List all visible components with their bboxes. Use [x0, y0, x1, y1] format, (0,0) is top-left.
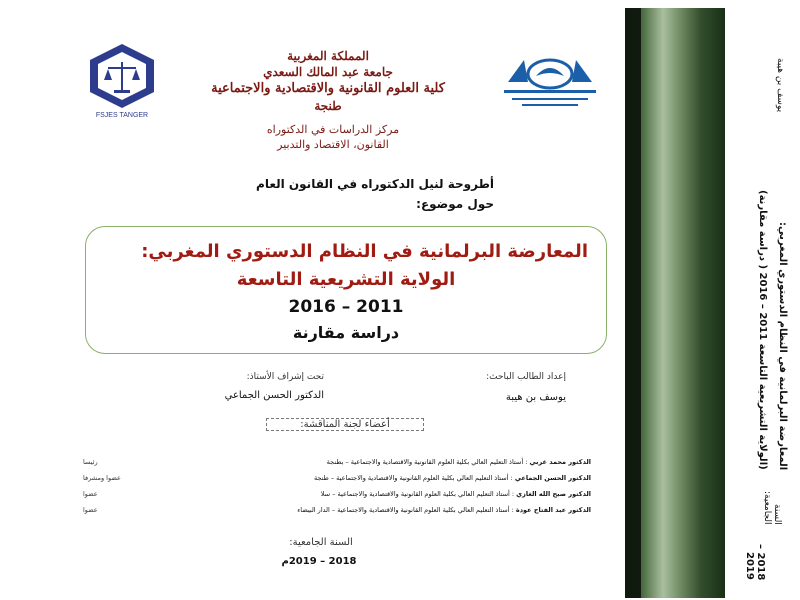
jury-member-name: الدكتور محمد غربي: [529, 458, 591, 466]
student-name: يوسف بن هيبة: [505, 392, 566, 403]
thesis-subject-label: حول موضوع:: [416, 197, 494, 211]
supervisor-label: تحت إشراف الأستاذ:: [246, 372, 324, 382]
front-cover: [8, 10, 623, 600]
academic-year-label: السنة الجامعية:: [289, 537, 353, 548]
jury-row: [83, 502, 591, 518]
jury-member-desc: : أستاذ التعليم العالي بكلية العلوم القانونية والاقتصادية والاجتماعية – بطنجة: [326, 458, 528, 466]
back-author: يوسف بن هيبة: [775, 57, 785, 113]
thesis-degree: أطروحة لنيل الدكتوراه في القانون العام: [256, 177, 494, 191]
header-line-city: طنجة: [314, 99, 342, 113]
back-title-line1: المعارضة البرلمانية في النظام الدستوري المغربي:: [777, 221, 788, 470]
institution-header: [198, 48, 458, 114]
thesis-title-line2: الولاية التشريعية التاسعة: [236, 269, 456, 290]
thesis-title-line1: المعارضة البرلمانية في النظام الدستوري المغربي:: [141, 241, 588, 262]
back-year-label: السنة الجامعية:: [762, 491, 782, 525]
doctoral-center-line: مركز الدراسات في الدكتوراه: [266, 123, 400, 136]
jury-member-desc: : أستاذ التعليم العالي بكلية العلوم القانونية والاقتصادية والاجتماعية – طنجة: [313, 474, 513, 482]
thesis-statement: [218, 174, 494, 214]
doctoral-center: [218, 122, 448, 152]
jury-member-name: الدكتور صبح الله الغازي: [516, 490, 591, 498]
jury-member-role: رئيسا: [83, 458, 98, 466]
jury-member-desc: : أستاذ التعليم العالي بكلية العلوم القانونية والاقتصادية والاجتماعية – الدار البيضاء: [297, 506, 514, 514]
university-logo: [498, 52, 602, 114]
book-spine: [625, 8, 725, 598]
faculty-scales-logo-icon: [76, 42, 168, 120]
jury-member-role: عضوا: [83, 490, 98, 498]
faculty-logo-text: FSJES TANGER: [95, 112, 149, 119]
student-label: إعداد الطالب الباحث:: [486, 372, 566, 382]
jury-row: [83, 486, 591, 502]
back-cover: [728, 40, 788, 580]
jury-member-desc: : أستاذ التعليم العالي بكلية العلوم القانونية والاقتصادية والاجتماعية – سلا: [320, 490, 515, 498]
jury-member-role: عضوا: [83, 506, 98, 514]
jury-member-name: الدكتور عبد الفتاح عودة: [515, 506, 591, 514]
university-abdelmalek-essaadi-logo-icon: [498, 52, 602, 114]
jury-row: [83, 470, 591, 486]
doctoral-center-line: القانون، الاقتصاد والتدبير: [277, 138, 389, 151]
header-line-kingdom: المملكة المغربية: [287, 49, 369, 63]
header-line-university: جامعة عبد المالك السعدي: [263, 65, 393, 79]
thesis-title-years: 2011 – 2016: [288, 297, 404, 317]
supervisor-name: الدكتور الحسن الجماعي: [224, 390, 324, 401]
jury-list: [83, 454, 591, 518]
jury-member-role: عضوا ومشرفا: [83, 474, 121, 482]
title-box: [85, 226, 607, 354]
jury-row: [83, 454, 591, 470]
header-line-faculty: كلية العلوم القانونية والاقتصادية والاجتماعية: [211, 81, 445, 96]
spine-dark-strip: [625, 8, 641, 598]
back-title-line2: (الولاية التشريعية التاسعة 2011 – 2016 ( دراسة مقارنة): [757, 190, 768, 470]
faculty-logo: [76, 42, 168, 120]
academic-year-value: 2018 – 2019م: [281, 556, 357, 567]
back-year-value: 2018 – 2019: [744, 543, 766, 580]
thesis-title-subtitle: دراسة مقارنة: [292, 323, 400, 342]
back-vertical-title: [748, 190, 792, 470]
jury-title: أعضاء لجنة المناقشة:: [266, 418, 424, 431]
jury-member-name: الدكتور الحسن الجماعي: [514, 474, 591, 482]
